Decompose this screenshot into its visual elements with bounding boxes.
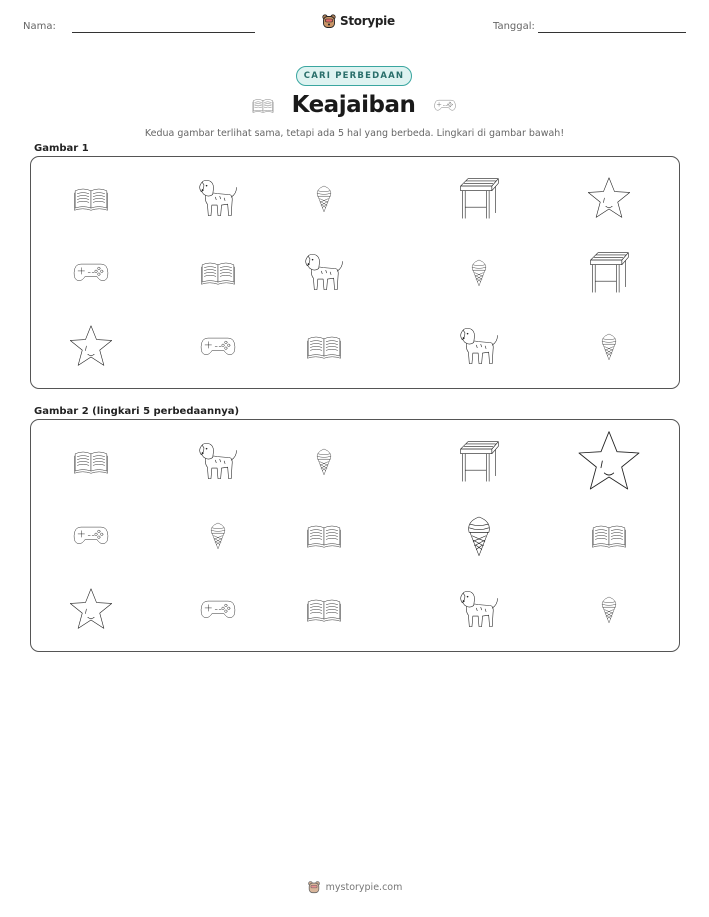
ice-cream-icon[interactable] bbox=[594, 322, 624, 370]
picture2-label: Gambar 2 (lingkari 5 perbedaannya) bbox=[34, 406, 240, 417]
gamepad-icon[interactable] bbox=[66, 254, 116, 290]
book-icon bbox=[248, 94, 278, 116]
book-icon[interactable] bbox=[301, 591, 347, 627]
name-field[interactable] bbox=[72, 32, 255, 33]
gamepad-icon[interactable] bbox=[193, 591, 243, 627]
star-icon[interactable] bbox=[576, 428, 643, 495]
page-title: Keajaiban bbox=[291, 92, 416, 118]
ice-cream-icon[interactable] bbox=[203, 511, 233, 559]
picture1-panel bbox=[30, 156, 680, 389]
book-icon[interactable] bbox=[195, 254, 241, 290]
dog-icon[interactable] bbox=[301, 250, 347, 294]
instructions: Kedua gambar terlihat sama, tetapi ada 5 hal yang berbeda. Lingkari di gambar bawah! bbox=[144, 128, 565, 139]
activity-badge: CARI PERBEDAAN bbox=[296, 66, 412, 86]
gamepad-icon[interactable] bbox=[66, 517, 116, 553]
storypie-logo bbox=[321, 13, 395, 29]
dog-icon[interactable] bbox=[195, 439, 241, 483]
book-icon[interactable] bbox=[586, 517, 632, 553]
book-icon[interactable] bbox=[68, 443, 114, 479]
footer bbox=[0, 880, 709, 894]
date-field[interactable] bbox=[538, 32, 686, 33]
picture2-panel bbox=[30, 419, 680, 652]
desk-icon[interactable] bbox=[586, 248, 632, 296]
ice-cream-icon[interactable] bbox=[457, 499, 502, 571]
gamepad-icon bbox=[429, 94, 461, 116]
storypie-mascot-icon bbox=[307, 880, 321, 894]
picture1-label: Gambar 1 bbox=[34, 143, 89, 154]
star-icon[interactable] bbox=[68, 586, 114, 632]
brand-name: Storypie bbox=[340, 14, 395, 28]
title-row bbox=[0, 92, 709, 118]
date-label: Tanggal: bbox=[493, 21, 535, 32]
star-icon[interactable] bbox=[68, 323, 114, 369]
book-icon[interactable] bbox=[301, 328, 347, 364]
book-icon[interactable] bbox=[68, 180, 114, 216]
ice-cream-icon[interactable] bbox=[594, 585, 624, 633]
dog-icon[interactable] bbox=[195, 176, 241, 220]
book-icon[interactable] bbox=[301, 517, 347, 553]
name-label: Nama: bbox=[23, 21, 56, 32]
desk-icon[interactable] bbox=[456, 174, 502, 222]
dog-icon[interactable] bbox=[456, 324, 502, 368]
desk-icon[interactable] bbox=[456, 437, 502, 485]
ice-cream-icon[interactable] bbox=[309, 174, 339, 222]
ice-cream-icon[interactable] bbox=[309, 437, 339, 485]
gamepad-icon[interactable] bbox=[193, 328, 243, 364]
star-icon[interactable] bbox=[586, 175, 632, 221]
ice-cream-icon[interactable] bbox=[464, 248, 494, 296]
storypie-mascot-icon bbox=[321, 13, 337, 29]
dog-icon[interactable] bbox=[456, 587, 502, 631]
footer-url: mystorypie.com bbox=[325, 881, 403, 893]
